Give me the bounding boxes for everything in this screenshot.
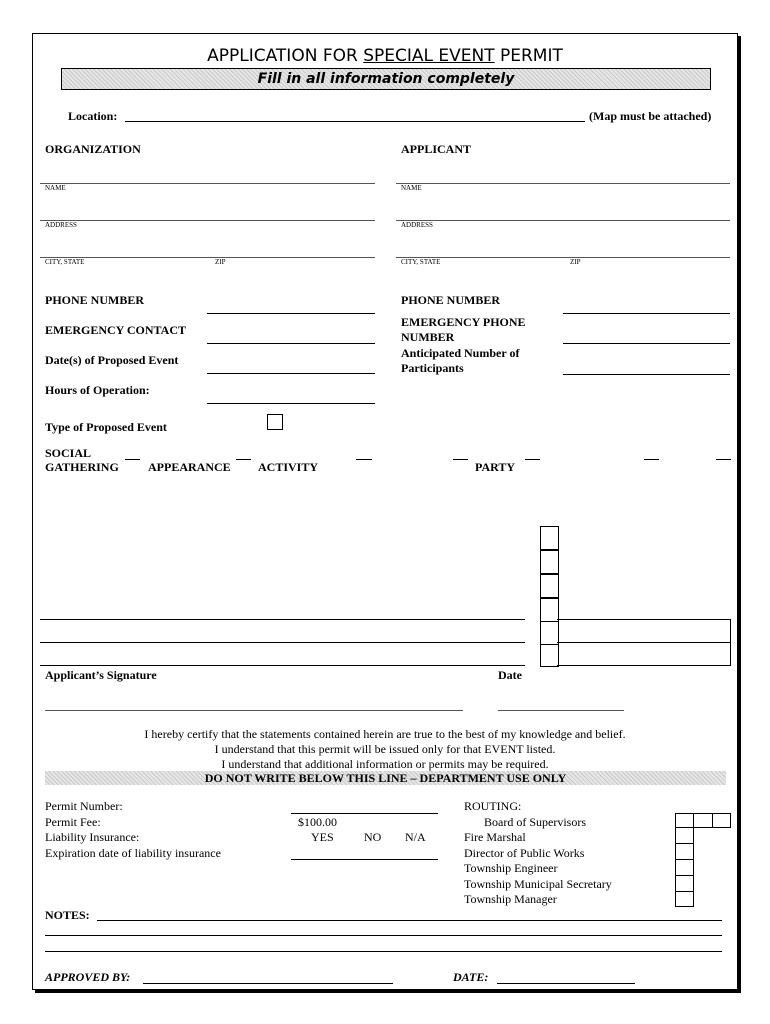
- routing-label: ROUTING:: [464, 799, 522, 813]
- social-label-1: SOCIAL: [45, 446, 92, 460]
- app-address-caption: ADDRESS: [401, 221, 433, 229]
- certification-line-1: I hereby certify that the statements contained herein are true to the best of my knowledge and belief.: [144, 727, 626, 741]
- checkbox-2[interactable]: [540, 550, 559, 574]
- instruction-banner: Fill in all information completely: [61, 68, 711, 90]
- checkbox-6[interactable]: [540, 644, 559, 667]
- routing-item: Township Municipal Secretary: [464, 877, 612, 891]
- emergency-contact-field[interactable]: [207, 343, 375, 344]
- permit-number-field[interactable]: [291, 813, 438, 814]
- routing-box-divider-2: [712, 813, 713, 828]
- appearance-label: APPEARANCE: [148, 460, 231, 474]
- notes-field-2[interactable]: [45, 935, 722, 936]
- org-city-caption: CITY, STATE: [45, 258, 85, 266]
- social-blank[interactable]: [125, 459, 140, 460]
- app-address-field[interactable]: [396, 220, 730, 221]
- form-title: APPLICATION FOR SPECIAL EVENT PERMIT: [207, 46, 563, 66]
- location-field[interactable]: [125, 121, 585, 122]
- participants-label-2: Participants: [401, 361, 464, 375]
- department-banner: DO NOT WRITE BELOW THIS LINE – DEPARTMENT USE ONLY: [45, 771, 726, 785]
- app-name-field[interactable]: [396, 183, 730, 184]
- routing-item: Township Manager: [464, 892, 557, 906]
- description-line-2[interactable]: [40, 642, 525, 643]
- app-name-caption: NAME: [401, 184, 422, 192]
- org-phone-field[interactable]: [207, 313, 375, 314]
- routing-item: Township Engineer: [464, 861, 558, 875]
- routing-box-sep: [675, 859, 694, 860]
- org-address-caption: ADDRESS: [45, 221, 77, 229]
- approved-by-field[interactable]: [143, 983, 393, 984]
- activity-blank[interactable]: [356, 459, 372, 460]
- activity-label: ACTIVITY: [258, 460, 319, 474]
- signature-field[interactable]: [45, 710, 463, 711]
- map-note: (Map must be attached): [589, 109, 712, 123]
- liability-label: Liability Insurance:: [45, 830, 140, 844]
- signature-date-field[interactable]: [498, 710, 624, 711]
- location-label: Location:: [68, 109, 118, 123]
- routing-box-row-1[interactable]: [675, 813, 731, 828]
- app-zip-caption: ZIP: [570, 258, 581, 266]
- description-line-1[interactable]: [40, 619, 525, 620]
- participants-label-1: Anticipated Number of: [401, 346, 520, 360]
- permit-fee-value: $100.00: [298, 815, 337, 829]
- event-dates-label: Date(s) of Proposed Event: [45, 353, 179, 367]
- app-city-caption: CITY, STATE: [401, 258, 441, 266]
- routing-box-column[interactable]: [675, 827, 694, 907]
- event-dates-field[interactable]: [207, 373, 375, 374]
- organization-heading: ORGANIZATION: [45, 142, 141, 156]
- notes-label: NOTES:: [45, 908, 90, 922]
- certification-line-2: I understand that this permit will be issued only for that EVENT listed.: [214, 742, 556, 756]
- side-box-mid: [557, 642, 731, 643]
- side-box-top: [557, 619, 731, 620]
- approval-date-label: DATE:: [453, 970, 489, 984]
- app-city-field[interactable]: [396, 257, 730, 258]
- app-phone-field[interactable]: [563, 313, 730, 314]
- event-type-checkbox[interactable]: [267, 414, 283, 430]
- signature-date-label: Date: [498, 668, 522, 682]
- side-box-right: [730, 619, 731, 665]
- expiration-label: Expiration date of liability insurance: [45, 846, 221, 860]
- emergency-phone-label-2: NUMBER: [401, 330, 455, 344]
- other-blank-2[interactable]: [644, 459, 659, 460]
- routing-item: Director of Public Works: [464, 846, 585, 860]
- description-line-3[interactable]: [40, 665, 525, 666]
- org-name-field[interactable]: [40, 183, 375, 184]
- signature-label: Applicant’s Signature: [45, 668, 157, 682]
- applicant-heading: APPLICANT: [401, 142, 472, 156]
- org-phone-label: PHONE NUMBER: [45, 293, 144, 307]
- routing-item: Fire Marshal: [464, 830, 526, 844]
- routing-box-sep: [675, 843, 694, 844]
- approved-by-label: APPROVED BY:: [45, 970, 131, 984]
- participants-field[interactable]: [563, 374, 730, 375]
- notes-field-3[interactable]: [45, 951, 722, 952]
- checkbox-3[interactable]: [540, 574, 559, 598]
- notes-field-1[interactable]: [97, 920, 722, 921]
- emergency-phone-field[interactable]: [563, 343, 730, 344]
- emergency-phone-label-1: EMERGENCY PHONE: [401, 315, 526, 329]
- other-blank-1[interactable]: [525, 459, 540, 460]
- permit-fee-label: Permit Fee:: [45, 815, 101, 829]
- hours-label: Hours of Operation:: [45, 383, 150, 397]
- event-type-label: Type of Proposed Event: [45, 420, 167, 434]
- routing-item: Board of Supervisors: [484, 815, 586, 829]
- appearance-blank[interactable]: [236, 459, 251, 460]
- routing-box-sep: [675, 891, 694, 892]
- routing-box-sep: [675, 875, 694, 876]
- emergency-contact-label: EMERGENCY CONTACT: [45, 323, 187, 337]
- liability-na[interactable]: N/A: [405, 830, 426, 844]
- party-label: PARTY: [475, 460, 516, 474]
- side-box-bottom: [557, 665, 731, 666]
- liability-no[interactable]: NO: [364, 830, 382, 844]
- org-name-caption: NAME: [45, 184, 66, 192]
- certification-line-3: I understand that additional information or permits may be required.: [221, 757, 549, 771]
- org-city-field[interactable]: [40, 257, 375, 258]
- social-label-2: GATHERING: [45, 460, 119, 474]
- other-blank-3[interactable]: [716, 459, 731, 460]
- org-zip-caption: ZIP: [215, 258, 226, 266]
- checkbox-1[interactable]: [540, 526, 559, 550]
- party-blank[interactable]: [453, 459, 468, 460]
- app-phone-label: PHONE NUMBER: [401, 293, 500, 307]
- expiration-field[interactable]: [291, 859, 438, 860]
- org-address-field[interactable]: [40, 220, 375, 221]
- hours-field[interactable]: [207, 403, 375, 404]
- approval-date-field[interactable]: [497, 983, 635, 984]
- routing-box-divider-1: [693, 813, 694, 828]
- permit-number-label: Permit Number:: [45, 799, 123, 813]
- liability-yes[interactable]: YES: [311, 830, 334, 844]
